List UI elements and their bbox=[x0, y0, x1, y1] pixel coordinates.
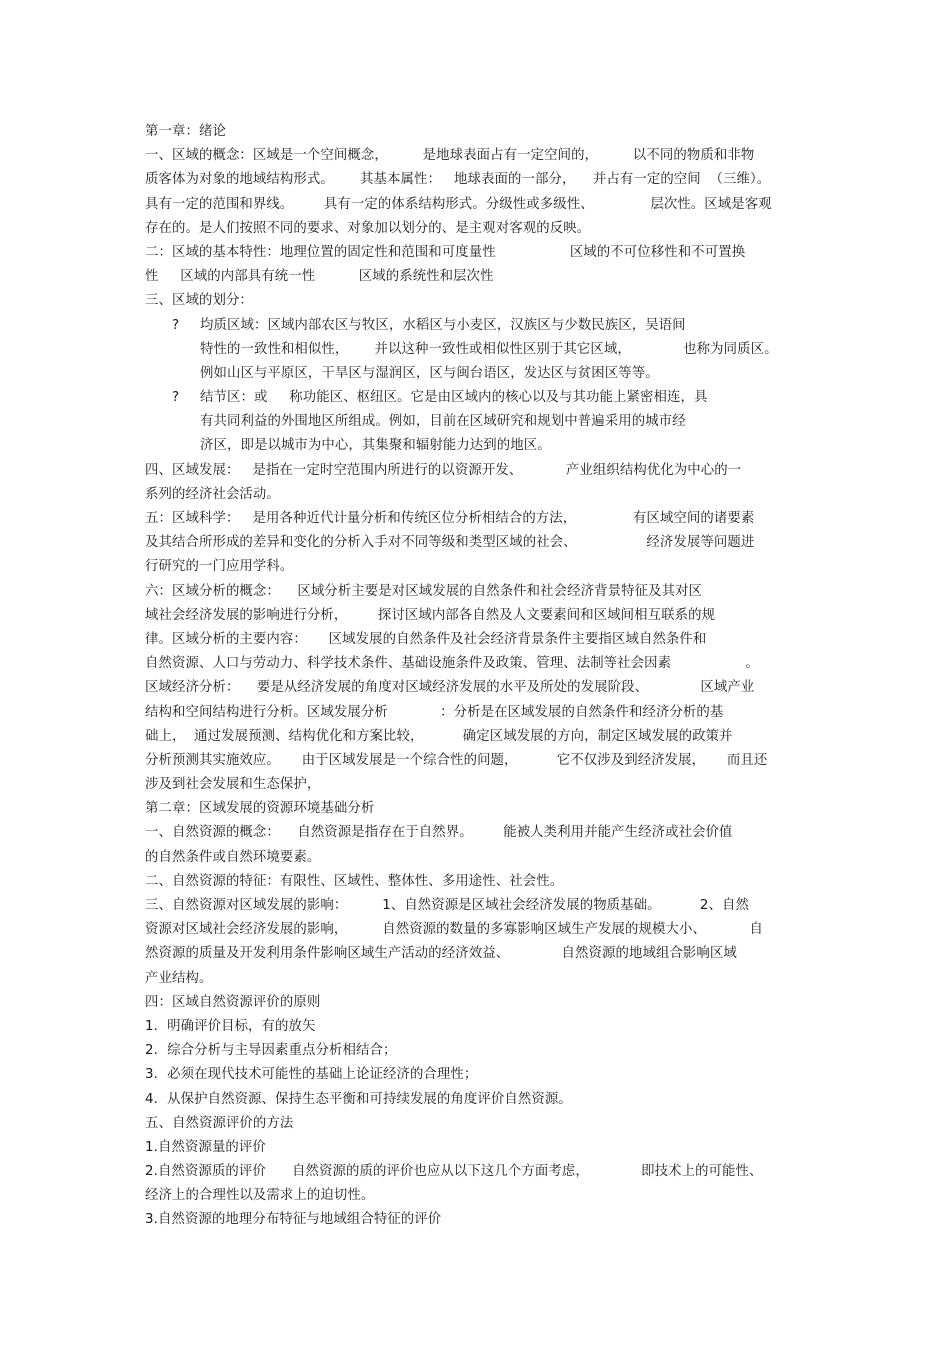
text-line bbox=[145, 749, 810, 773]
line-text: 4．从保护自然资源、保持生态平衡和可持续发展的角度评价自然资源。 bbox=[145, 1091, 572, 1107]
text-line bbox=[145, 894, 810, 918]
line-text: 例如山区与平原区，干旱区与湿润区，区与闽台语区，发达区与贫困区等等。 bbox=[200, 365, 659, 381]
line-text: 资源对区域社会经济发展的影响， 自然资源的数量的多寡影响区域生产发展的规模大小、 自 bbox=[145, 922, 764, 938]
line-text: 3．必须在现代技术可能性的基础上论证经济的合理性； bbox=[145, 1067, 478, 1083]
text-line bbox=[145, 338, 810, 362]
text-line bbox=[145, 434, 810, 458]
text-line bbox=[145, 773, 810, 797]
line-text: 特性的一致性和相似性， 并以这种一致性或相似性区别于其它区域， 也称为同质区。 bbox=[200, 341, 778, 357]
line-text: 结节区：或 称功能区、枢纽区。它是由区域内的核心以及与其功能上紧密相连，具 bbox=[200, 390, 708, 406]
line-text: 均质区域：区域内部农区与牧区，水稻区与小麦区，汉族区与少数民族区，吴语间 bbox=[200, 317, 686, 333]
line-text: 然资源的质量及开发利用条件影响区域生产活动的经济效益、 自然资源的地域组合影响区域 bbox=[145, 946, 737, 962]
text-line bbox=[145, 410, 810, 434]
text-line bbox=[145, 386, 810, 410]
text-line bbox=[145, 555, 810, 579]
text-line bbox=[145, 459, 810, 483]
text-line bbox=[145, 362, 810, 386]
text-line bbox=[145, 483, 810, 507]
line-text: 3.自然资源的地理分布特征与地域组合特征的评价 bbox=[145, 1212, 442, 1228]
text-line bbox=[145, 604, 810, 628]
line-text: 三、自然资源对区域发展的影响： 1、自然资源是区域社会经济发展的物质基础。 2、自然 bbox=[145, 898, 749, 913]
line-text: 律。区域分析的主要内容： 区域发展的自然条件及社会经济背景条件主要指区域自然条件和 bbox=[145, 631, 707, 647]
line-text: 三、区域的划分： bbox=[145, 293, 253, 309]
text-line bbox=[145, 967, 810, 991]
text-line bbox=[145, 942, 810, 966]
text-line bbox=[145, 725, 810, 749]
line-text: 区域经济分析： 要是从经济发展的角度对区域经济发展的水平及所处的发展阶段、 区域产业 bbox=[145, 680, 755, 696]
line-text: 一、区域的概念：区域是一个空间概念， 是地球表面占有一定空间的， 以不同的物质和非物 bbox=[145, 148, 755, 164]
line-text: 存在的。是人们按照不同的要求、对象加以划分的、是主观对客观的反映。 bbox=[145, 220, 591, 236]
line-text: 四、区域发展： 是指在一定时空范围内所进行的以资源开发、 产业组织结构优化为中心的一 bbox=[145, 462, 742, 478]
text-line bbox=[145, 1015, 810, 1039]
line-text: 涉及到社会发展和生态保护， bbox=[145, 777, 321, 793]
list-bullet: ? bbox=[172, 390, 180, 406]
text-line bbox=[145, 846, 810, 870]
line-text: 性 区域的内部具有统一性 区域的系统性和层次性 bbox=[145, 269, 494, 285]
line-text: 质客体为对象的地域结构形式。 其基本属性： 地球表面的一部分， 并占有一定的空间 （三维）。 bbox=[145, 172, 771, 188]
line-text: 自然资源、人口与劳动力、科学技术条件、基础设施条件及政策、管理、法制等社会因素 。 bbox=[145, 656, 759, 672]
text-line bbox=[145, 628, 810, 652]
text-line bbox=[145, 1184, 810, 1208]
text-line bbox=[145, 314, 810, 338]
line-text: 产业结构。 bbox=[145, 970, 213, 986]
line-text: 第一章：绪论 bbox=[145, 124, 226, 139]
line-text: 行研究的一门应用学科。 bbox=[145, 559, 294, 575]
line-text: 第二章：区域发展的资源环境基础分析 bbox=[145, 801, 375, 817]
text-line bbox=[145, 797, 810, 821]
text-line bbox=[145, 580, 810, 604]
line-text: 2.自然资源质的评价 自然资源的质的评价也应从以下这几个方面考虑， 即技术上的可能性、 bbox=[145, 1164, 763, 1180]
text-line bbox=[145, 918, 810, 942]
text-line bbox=[145, 193, 810, 217]
line-text: 五：区域科学： 是用各种近代计量分析和传统区位分析相结合的方法， 有区域空间的诸要素 bbox=[145, 511, 755, 526]
line-text: 础上， 通过发展预测、结构优化和方案比较， 确定区域发展的方向，制定区域发展的政策并 bbox=[145, 728, 733, 744]
line-text: 二：区域的基本特性：地理位置的固定性和范围和可度量性 区域的不可位移性和不可置换 bbox=[145, 244, 746, 260]
text-line bbox=[145, 652, 810, 676]
line-text: 六：区域分析的概念： 区域分析主要是对区域发展的自然条件和社会经济背景特征及其对区 bbox=[145, 583, 703, 599]
text-line bbox=[145, 1160, 810, 1184]
text-line bbox=[145, 1039, 810, 1063]
text-line bbox=[145, 120, 810, 144]
text-line bbox=[145, 507, 810, 531]
line-text: 1.自然资源量的评价 bbox=[145, 1139, 266, 1155]
line-text: 系列的经济社会活动。 bbox=[145, 486, 280, 502]
list-bullet: ? bbox=[172, 317, 180, 333]
text-line bbox=[145, 991, 810, 1015]
line-text: 济区，即是以城市为中心，其集聚和辐射能力达到的地区。 bbox=[200, 438, 551, 454]
line-text: 分析预测其实施效应。 由于区域发展是一个综合性的问题， 它不仅涉及到经济发展， 而且还 bbox=[145, 752, 768, 768]
line-text: 有共同利益的外围地区所组成。例如，目前在区域研究和规划中普遍采用的城市经 bbox=[200, 414, 686, 430]
text-line bbox=[145, 217, 810, 241]
line-text: 一、自然资源的概念： 自然资源是指存在于自然界。 能被人类利用并能产生经济或社会价值 bbox=[145, 825, 733, 841]
text-line bbox=[145, 1088, 810, 1112]
line-text: 四：区域自然资源评价的原则 bbox=[145, 994, 321, 1010]
line-text: 五、自然资源评价的方法 bbox=[145, 1115, 294, 1131]
text-line bbox=[145, 531, 810, 555]
text-line bbox=[145, 676, 810, 700]
line-text: 域社会经济发展的影响进行分析， 探讨区域内部各自然及人文要素间和区域间相互联系的规 bbox=[145, 607, 716, 623]
text-line bbox=[145, 241, 810, 265]
line-text: 具有一定的范围和界线。 具有一定的体系结构形式。分级性或多级性、 层次性。区域是客观 bbox=[145, 196, 772, 212]
text-line bbox=[145, 265, 810, 289]
text-line bbox=[145, 168, 810, 192]
text-line bbox=[145, 144, 810, 168]
line-text: 1．明确评价目标，有的放矢 bbox=[145, 1018, 316, 1034]
text-line bbox=[145, 821, 810, 845]
line-text: 及其结合所形成的差异和变化的分析入手对不同等级和类型区域的社会、 经济发展等问题进 bbox=[145, 535, 755, 551]
text-line bbox=[145, 1208, 810, 1232]
line-text: 经济上的合理性以及需求上的迫切性。 bbox=[145, 1188, 375, 1204]
text-line bbox=[145, 1063, 810, 1087]
line-text: 结构和空间结构进行分析。区域发展分析 ：分析是在区域发展的自然条件和经济分析的基 bbox=[145, 704, 724, 720]
text-line bbox=[145, 1136, 810, 1160]
text-line bbox=[145, 701, 810, 725]
text-line bbox=[145, 289, 810, 313]
text-line bbox=[145, 870, 810, 894]
document-body bbox=[145, 120, 810, 1233]
line-text: 二、自然资源的特征：有限性、区域性、整体性、多用途性、社会性。 bbox=[145, 873, 564, 889]
line-text: 的自然条件或自然环境要素。 bbox=[145, 849, 321, 865]
text-line bbox=[145, 1112, 810, 1136]
line-text: 2．综合分析与主导因素重点分析相结合； bbox=[145, 1043, 397, 1059]
